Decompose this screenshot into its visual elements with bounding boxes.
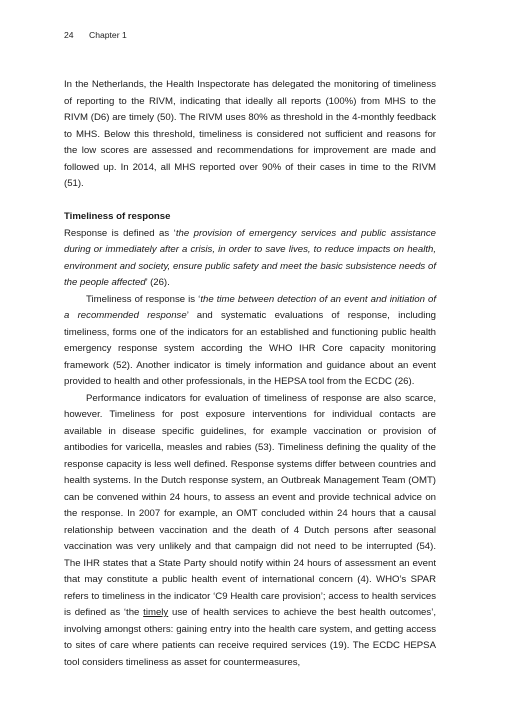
- performance-part1: Performance indicators for evaluation of timeliness of response are also scarce, however. Timeliness for post exposure interventions for individual contacts are available in disease specific guidelines, for example vaccination or provision of antibodies for varicella, measles and rabies (53). Timeliness defining the quality of the response capacity is less well defined. Response systems differ between countries and health systems. In the Dutch response system, an Outbreak Management Team (OMT) can be convened within 24 hours, to assess an event and provide technical advice on the response. In 2007 for example, an OMT concluded within 24 hours that a causal relationship between vaccination and the death of 4 Dutch persons after seasonal vaccination was very unlikely and that campaign did not need to be interrupted (54). The IHR states that a State Party should notify within 24 hours of assessment an event that may constitute a public health event of international concern (4). WHO’s SPAR refers to timeliness in the indicator ‘C9 Health care provision’; access to health services is defined as ‘the: [64, 392, 436, 618]
- timeliness-tail: ’ and systematic evaluations of response, including timeliness, forms one of the indicators for an established and functioning public health emergency response system according the WHO IHR Core capacity monitoring framework (52). Another indicator is timely information and guidance about an event provided to health and other professionals, in the HEPSA tool from the ECDC (26).: [64, 310, 436, 387]
- timeliness-quote: the time between detection of an event and initiation of a recommended response: [64, 293, 436, 321]
- paragraph-response-definition: [64, 226, 436, 292]
- paragraph-performance-indicators: [64, 391, 436, 672]
- body-text: [64, 77, 436, 671]
- paragraph-intro: In the Netherlands, the Health Inspectorate has delegated the monitoring of timeliness of reporting to the RIVM, indicating that ideally all reports (100%) from MHS to the RIVM (D6) are timely (50). The RIVM uses 80% as threshold in the 4-monthly feedback to MHS. Below this threshold, timeliness is considered not sufficient and reasons for the low scores are assessed and recommendations for improvement are made and followed up. In 2014, all MHS reported over 90% of their cases in time to the RIVM (51).: [64, 79, 436, 189]
- response-tail: ’ (26).: [145, 277, 170, 288]
- response-lead: Response is defined as ‘: [64, 227, 176, 239]
- running-header: [64, 30, 127, 40]
- chapter-label: Chapter 1: [89, 30, 127, 40]
- response-quote: the provision of emergency services and public assistance during or immediately after a crisis, in order to save lives, to reduce impacts on health, environment and society, ensure public safety and meet the basic subsistence needs of the people affected: [64, 227, 437, 288]
- performance-part2: use of health services to achieve the best health outcomes’, involving amongst others: gaining entry into the health care system, and getting access to sites of care where patients can receive required services (19). The ECDC HEPSA tool considers timeliness as asset for countermeasures,: [64, 607, 436, 668]
- timeliness-lead: Timeliness of response is ‘: [86, 293, 201, 305]
- underlined-word: timely: [143, 607, 169, 618]
- section-heading: Timeliness of response: [64, 211, 171, 222]
- paragraph-timeliness-definition: [64, 292, 436, 391]
- page-number: 24: [64, 30, 74, 40]
